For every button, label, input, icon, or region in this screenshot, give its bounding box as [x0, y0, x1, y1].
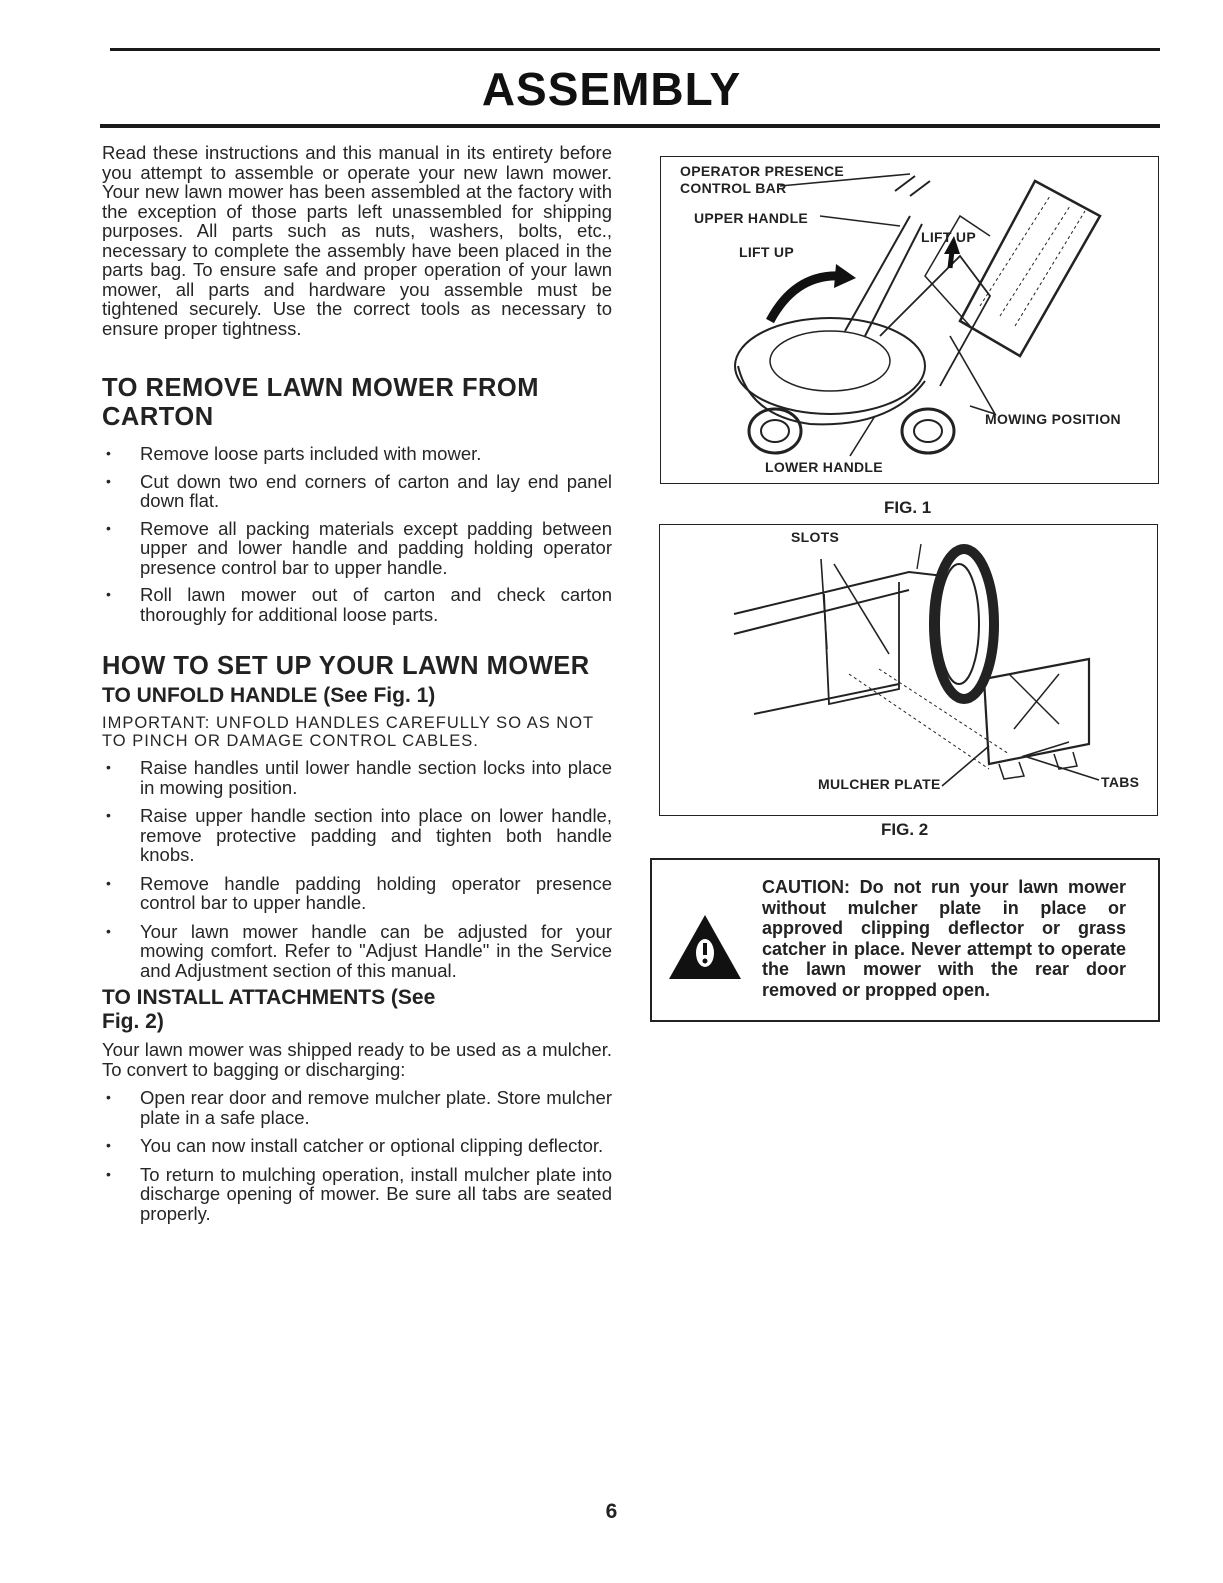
fig1-caption: FIG. 1 — [884, 498, 932, 517]
fig1-illustration — [660, 156, 1158, 484]
list-item: • Remove handle padding holding operator presence control bar to upper handle. — [106, 872, 612, 913]
fig2-label-mulcher-plate: MULCHER PLATE — [818, 776, 941, 792]
setup-heading: HOW TO SET UP YOUR LAWN MOWER — [102, 652, 590, 680]
warning-triangle-icon — [667, 913, 743, 981]
attachments-intro: Your lawn mower was shipped ready to be used as a mulcher. To convert to bagging or discharging: — [102, 1039, 612, 1080]
list-item: • Open rear door and remove mulcher plate. Store mulcher plate in a safe place. — [106, 1087, 612, 1128]
list-item: • Your lawn mower handle can be adjusted for your mowing comfort. Refer to "Adjust Handle" in the Service and Adjustment section of this manual. — [106, 920, 612, 981]
fig2-label-slots: SLOTS — [791, 529, 840, 545]
header-rule-top — [110, 48, 1160, 51]
intro-block — [102, 143, 612, 338]
list-item: • Raise handles until lower handle section locks into place in mowing position. — [106, 757, 612, 798]
fig1-label-lift-up-right: LIFT UP — [921, 229, 976, 245]
fig1-label-lift-up-left: LIFT UP — [739, 244, 794, 260]
important-note: IMPORTANT: UNFOLD HANDLES CAREFULLY SO AS NOT TO PINCH OR DAMAGE CONTROL CABLES. — [102, 714, 594, 750]
fig1-label-mowing-position: MOWING POSITION — [985, 411, 1121, 427]
caution-text: CAUTION: Do not run your lawn mower without mulcher plate in place or approved clipping deflector or grass catcher in place. Never attempt to operate the lawn mower with the rear door removed or propped open. — [762, 877, 1126, 1000]
list-item: • Cut down two end corners of carton and lay end panel down flat. — [106, 470, 612, 511]
remove-bullets — [102, 444, 612, 624]
fig1-label-opc-bar-line1: OPERATOR PRESENCE — [680, 163, 845, 179]
fig1-label-opc-bar-line2: CONTROL BAR — [680, 180, 787, 196]
page-number: 6 — [605, 1500, 618, 1523]
list-item: • Raise upper handle section into place on lower handle, remove protective padding and tighten both handle knobs. — [106, 805, 612, 865]
attachments-heading: TO INSTALL ATTACHMENTS (See Fig. 2) — [102, 986, 436, 1033]
setup-section — [102, 652, 612, 1223]
fig1-label-lower-handle: LOWER HANDLE — [765, 459, 883, 475]
fig2-label-tabs: TABS — [1101, 774, 1140, 790]
intro-paragraph: Read these instructions and this manual in its entirety before you attempt to assemble or operate your new lawn mower. Your new lawn mower has been assembled at the factory with the exception of those parts left unassembled for shipping purposes. All parts such as nuts, washers, bolts, etc., necessary to complete the assembly have been placed in the parts bag. To ensure safe and proper operation of your lawn mower, all parts and hardware you assemble must be tightened securely. Use the correct tools as necessary to ensure proper tightness. — [102, 142, 612, 339]
list-item: • To return to mulching operation, install mulcher plate into discharge opening of mower. Be sure all tabs are seated properly. — [106, 1163, 612, 1224]
unfold-bullets — [102, 758, 612, 980]
unfold-heading: TO UNFOLD HANDLE (See Fig. 1) — [102, 684, 436, 707]
remove-section — [102, 374, 612, 624]
remove-heading: TO REMOVE LAWN MOWER FROM CARTON — [102, 374, 540, 431]
fig2-illustration — [659, 524, 1157, 816]
list-item: • You can now install catcher or optional clipping deflector. — [106, 1135, 604, 1156]
attachments-bullets — [102, 1088, 612, 1223]
list-item: • Remove all packing materials except padding between upper and lower handle and padding holding operator presence control bar to upper handle. — [106, 517, 612, 578]
fig1-label-upper-handle: UPPER HANDLE — [694, 210, 809, 226]
list-item: • Roll lawn mower out of carton and check carton thoroughly for additional loose parts. — [106, 584, 612, 625]
header-rule-bottom — [100, 124, 1160, 128]
page-title: ASSEMBLY — [481, 63, 742, 115]
list-item: • Remove loose parts included with mower. — [106, 443, 482, 464]
fig2-caption: FIG. 2 — [881, 820, 929, 839]
